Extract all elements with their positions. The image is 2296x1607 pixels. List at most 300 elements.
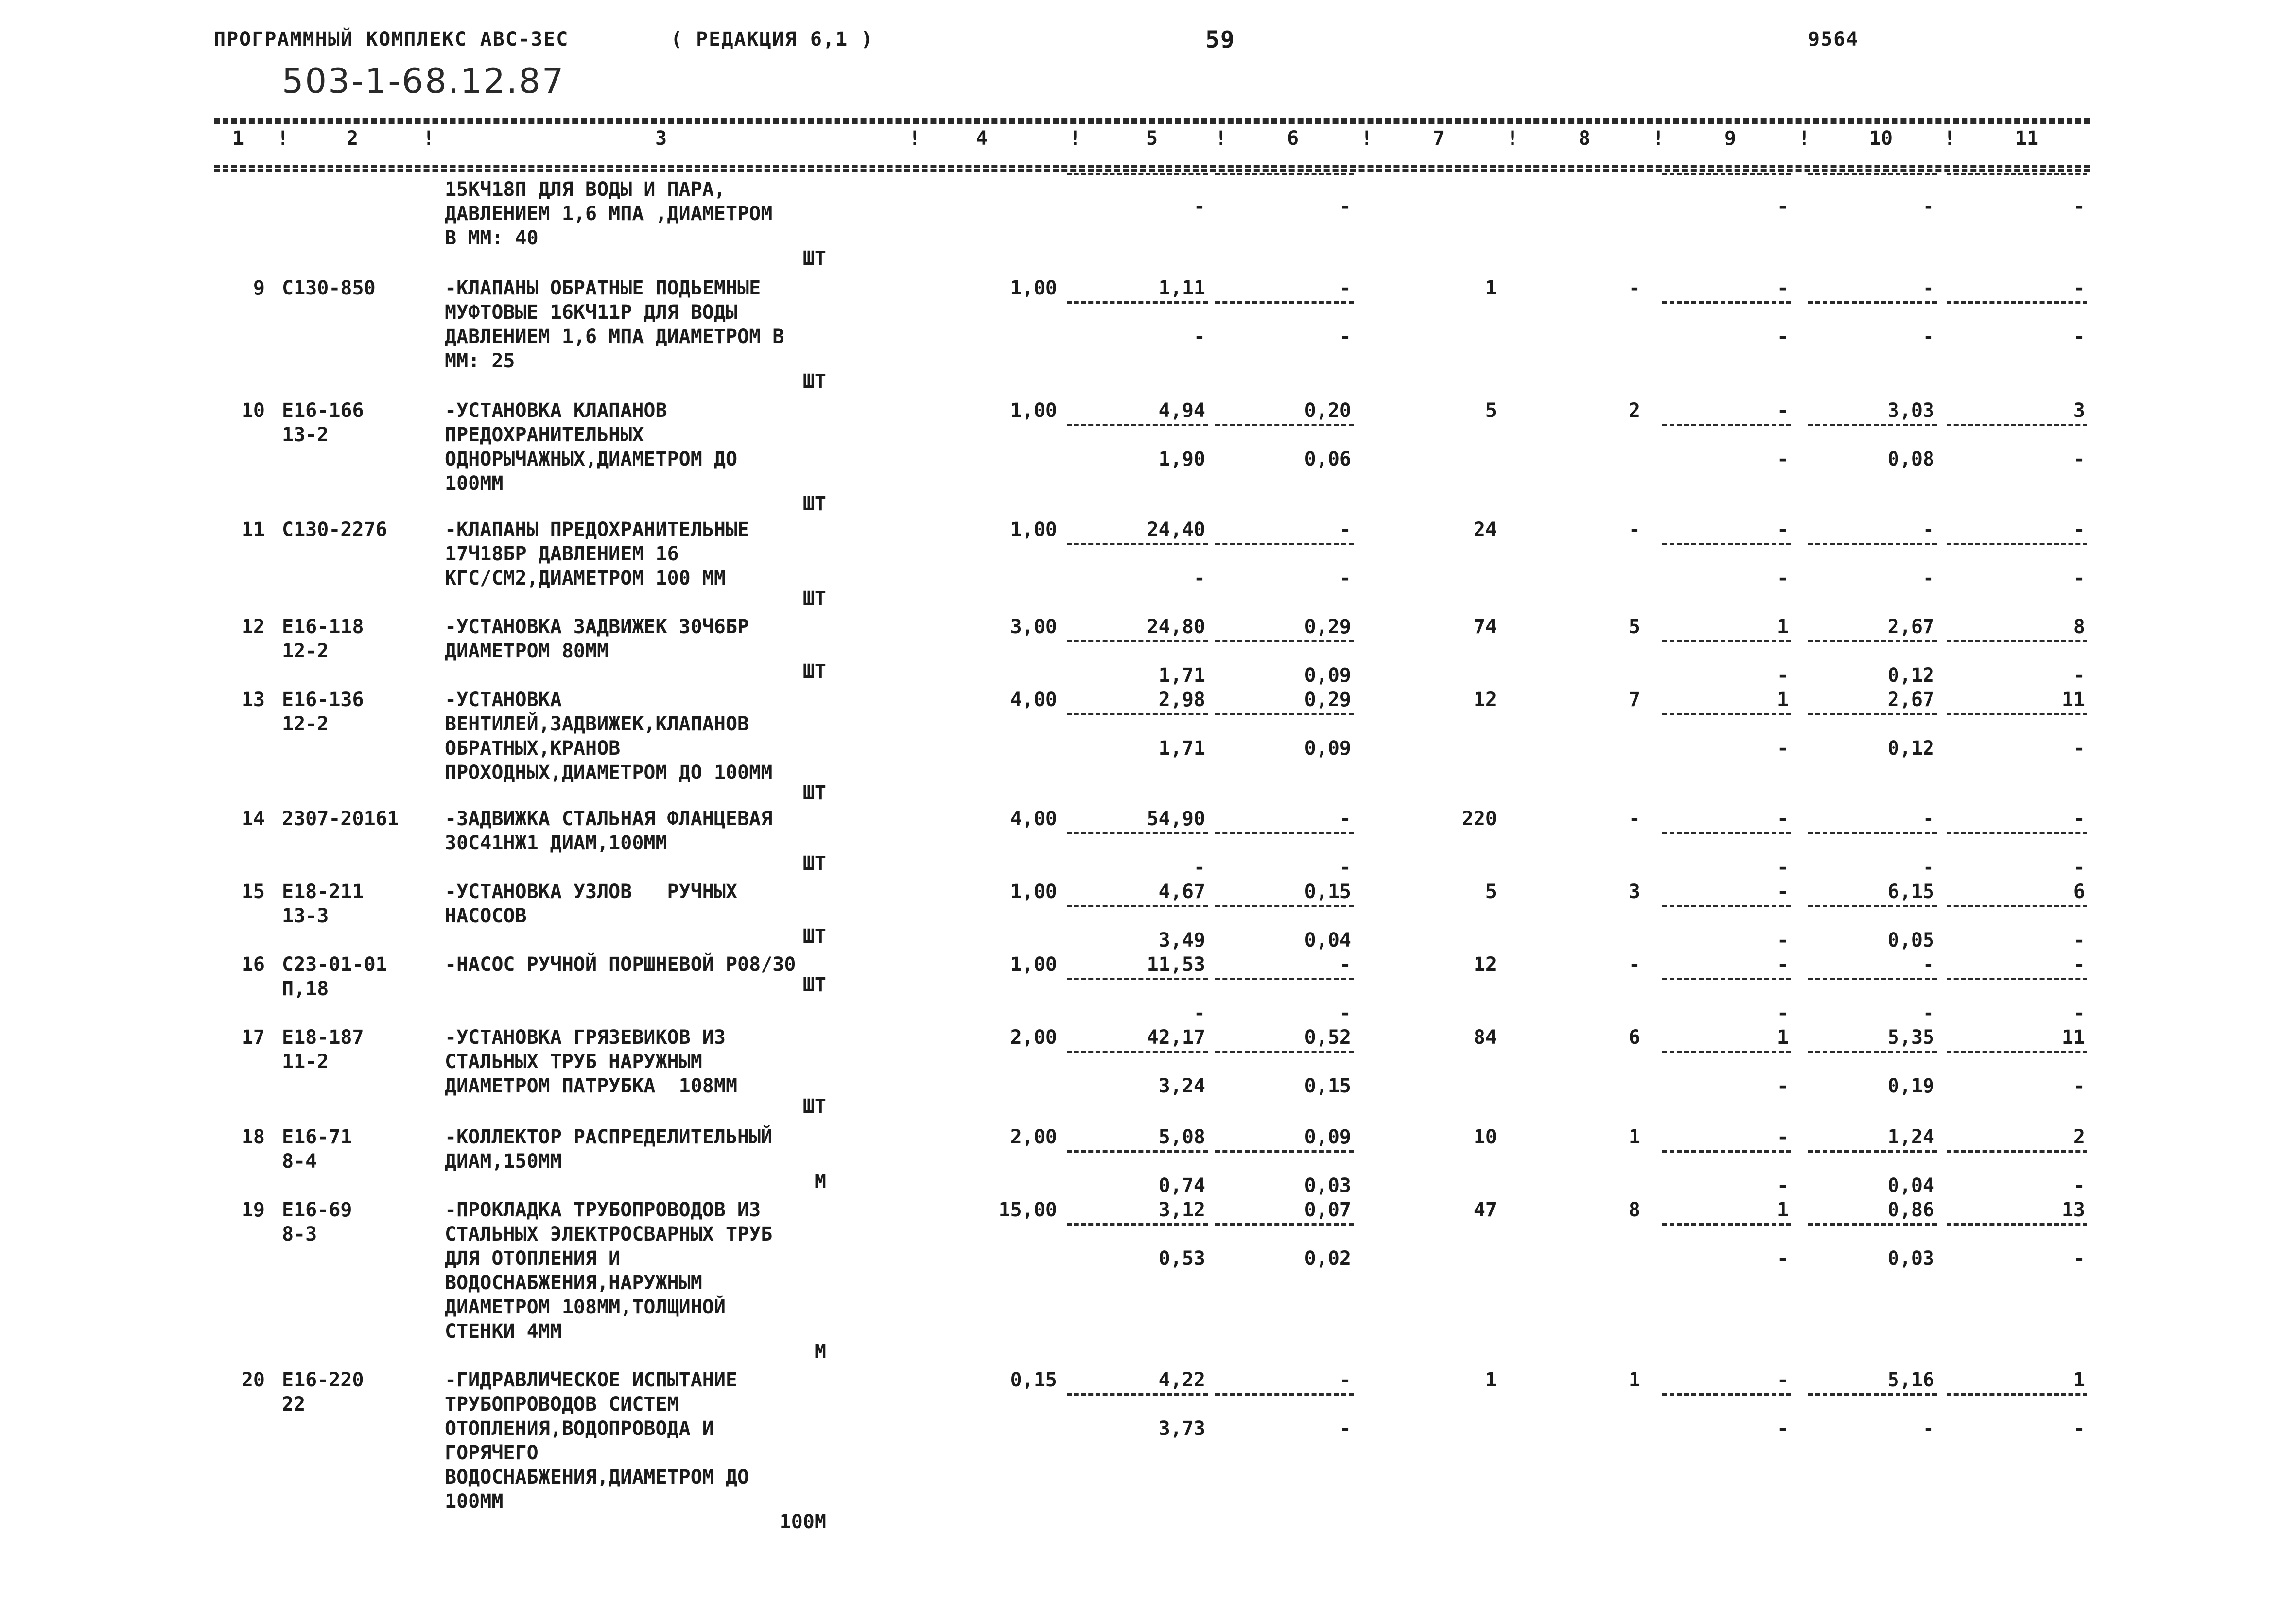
row-code: 12-2 xyxy=(282,640,329,662)
cell-v5: 42,17 xyxy=(1147,1026,1205,1049)
value-divider xyxy=(1662,301,1791,304)
value-divider xyxy=(1215,173,1354,175)
cell-v7: 1 xyxy=(1485,277,1497,299)
value-divider xyxy=(1947,1150,2087,1153)
value-divider xyxy=(1215,978,1354,980)
cell-qty: 0,15 xyxy=(1010,1369,1057,1391)
row-unit: ШТ xyxy=(802,925,826,948)
value-divider xyxy=(1215,1393,1354,1396)
cell-v9b: - xyxy=(1776,1247,1789,1270)
cell-v7: 24 xyxy=(1473,518,1497,541)
value-divider xyxy=(1067,832,1208,834)
row-description-line: ВЕНТИЛЕЙ,ЗАДВИЖЕК,КЛАПАНОВ xyxy=(445,713,749,735)
cell-v6: - xyxy=(1339,518,1351,541)
column-separator: ! xyxy=(423,127,435,150)
cell-v9: - xyxy=(1776,399,1789,422)
cell-qty: 15,00 xyxy=(998,1199,1057,1221)
cell-v10b: - xyxy=(1922,856,1934,879)
cell-v11: 1 xyxy=(2073,1369,2085,1391)
cell-v5b: 0,53 xyxy=(1158,1247,1205,1270)
cell-qty: 4,00 xyxy=(1010,808,1057,830)
column-separator: ! xyxy=(277,127,289,150)
cell-v10b: - xyxy=(1922,1002,1934,1024)
cell-v8: - xyxy=(1628,953,1640,976)
row-code: Е16-220 xyxy=(282,1369,364,1391)
row-description-line: ПРЕДОХРАНИТЕЛЬНЫХ xyxy=(445,424,644,446)
column-header-3: 3 xyxy=(655,127,667,150)
cell-v11b: - xyxy=(2073,1002,2085,1024)
value-divider xyxy=(1662,173,1791,175)
column-separator: ! xyxy=(1361,127,1373,150)
value-divider xyxy=(1808,1223,1937,1226)
cell-v8: 8 xyxy=(1628,1199,1640,1221)
row-unit: 100М xyxy=(779,1511,826,1533)
row-code: 12-2 xyxy=(282,713,329,735)
cell-v8: - xyxy=(1628,277,1640,299)
row-code: Е16-69 xyxy=(282,1199,352,1221)
cell-v6b: - xyxy=(1339,326,1351,348)
row-code: 8-3 xyxy=(282,1223,317,1245)
row-code: С130-850 xyxy=(282,277,376,299)
value-divider xyxy=(1215,543,1354,545)
cell-v11b: - xyxy=(2073,1417,2085,1440)
value-divider xyxy=(1808,978,1937,980)
cell-v5b: 3,49 xyxy=(1158,929,1205,951)
row-unit: ШТ xyxy=(802,370,826,393)
row-description-line: ВОДОСНАБЖЕНИЯ,ДИАМЕТРОМ ДО xyxy=(445,1466,749,1488)
cell-v5: 3,12 xyxy=(1158,1199,1205,1221)
row-unit: ШТ xyxy=(802,247,826,270)
cell-v6b: - xyxy=(1339,195,1351,218)
value-divider xyxy=(1067,424,1208,426)
value-divider xyxy=(1067,1223,1208,1226)
cell-v9: - xyxy=(1776,808,1789,830)
row-number: 11 xyxy=(241,518,265,541)
row-number: 15 xyxy=(241,881,265,903)
column-header-1: 1 xyxy=(232,127,244,150)
value-divider xyxy=(1808,173,1937,175)
row-description-line: ДАВЛЕНИЕМ 1,6 МПА ,ДИАМЕТРОМ xyxy=(445,203,773,225)
cell-v10b: - xyxy=(1922,1417,1934,1440)
cell-v6: - xyxy=(1339,1369,1351,1391)
cell-v9b: - xyxy=(1776,664,1789,687)
cell-v9b: - xyxy=(1776,1002,1789,1024)
cell-v11b: - xyxy=(2073,1247,2085,1270)
row-description-line: СТАЛЬНЫХ ТРУБ НАРУЖНЫМ xyxy=(445,1051,702,1073)
column-header-9: 9 xyxy=(1724,127,1737,150)
cell-v10b: 0,05 xyxy=(1887,929,1934,951)
cell-v7: 1 xyxy=(1485,1369,1497,1391)
row-description-line: ДЛЯ ОТОПЛЕНИЯ И xyxy=(445,1247,621,1270)
value-divider xyxy=(1808,713,1937,715)
row-description-line: МУФТОВЫЕ 16КЧ11Р ДЛЯ ВОДЫ xyxy=(445,301,738,324)
row-description-line: -УСТАНОВКА КЛАПАНОВ xyxy=(445,399,667,422)
cell-v10: 1,24 xyxy=(1887,1126,1934,1148)
cell-v11: 8 xyxy=(2073,616,2085,638)
value-divider xyxy=(1808,424,1937,426)
cell-v11: 6 xyxy=(2073,881,2085,903)
column-separator: ! xyxy=(1507,127,1519,150)
row-code: Е16-166 xyxy=(282,399,364,422)
row-description-line: ДИАМЕТРОМ 108ММ,ТОЛЩИНОЙ xyxy=(445,1296,726,1318)
cell-v11: - xyxy=(2073,953,2085,976)
row-description-line: ДИАМЕТРОМ 80ММ xyxy=(445,640,609,662)
value-divider xyxy=(1215,301,1354,304)
value-divider xyxy=(1808,905,1937,907)
column-header-4: 4 xyxy=(975,127,988,150)
value-divider xyxy=(1067,1051,1208,1053)
cell-v11: 11 xyxy=(2061,689,2085,711)
row-description-line: -КОЛЛЕКТОР РАСПРЕДЕЛИТЕЛЬНЫЙ xyxy=(445,1126,773,1148)
cell-v10b: 0,19 xyxy=(1887,1075,1934,1097)
row-description-line: -УСТАНОВКА ЗАДВИЖЕК 30Ч6БР xyxy=(445,616,749,638)
column-separator: ! xyxy=(1069,127,1081,150)
row-description-line: СТАЛЬНЫХ ЭЛЕКТРОСВАРНЫХ ТРУБ xyxy=(445,1223,773,1245)
value-divider xyxy=(1662,424,1791,426)
cell-qty: 3,00 xyxy=(1010,616,1057,638)
cell-v9: - xyxy=(1776,1369,1789,1391)
cell-v11: - xyxy=(2073,277,2085,299)
value-divider xyxy=(1947,543,2087,545)
cell-v11b: - xyxy=(2073,448,2085,470)
cell-v10b: - xyxy=(1922,567,1934,589)
cell-v6b: 0,15 xyxy=(1304,1075,1351,1097)
value-divider xyxy=(1947,301,2087,304)
row-description-line: -УСТАНОВКА ГРЯЗЕВИКОВ ИЗ xyxy=(445,1026,726,1049)
value-divider xyxy=(1947,713,2087,715)
value-divider xyxy=(1067,905,1208,907)
row-description-line: ПРОХОДНЫХ,ДИАМЕТРОМ ДО 100ММ xyxy=(445,761,773,784)
cell-v9b: - xyxy=(1776,1075,1789,1097)
header-rule-2 xyxy=(214,169,2090,172)
cell-v5: 4,94 xyxy=(1158,399,1205,422)
cell-v5b: - xyxy=(1193,326,1205,348)
cell-qty: 4,00 xyxy=(1010,689,1057,711)
row-code: 8-4 xyxy=(282,1150,317,1173)
cell-v7: 74 xyxy=(1473,616,1497,638)
row-code: 13-3 xyxy=(282,905,329,927)
cell-v10b: 0,12 xyxy=(1887,664,1934,687)
cell-v9: - xyxy=(1776,881,1789,903)
cell-v10: 2,67 xyxy=(1887,616,1934,638)
row-description-line: ОТОПЛЕНИЯ,ВОДОПРОВОДА И xyxy=(445,1417,714,1440)
column-header-11: 11 xyxy=(2015,127,2039,150)
cell-v5b: 1,90 xyxy=(1158,448,1205,470)
cell-v10: 5,16 xyxy=(1887,1369,1934,1391)
cell-v6b: 0,09 xyxy=(1304,664,1351,687)
value-divider xyxy=(1947,832,2087,834)
row-description-line: 15КЧ18П ДЛЯ ВОДЫ И ПАРА, xyxy=(445,178,726,201)
value-divider xyxy=(1808,1051,1937,1053)
row-description-line: 100ММ xyxy=(445,1490,504,1513)
column-header-6: 6 xyxy=(1287,127,1299,150)
value-divider xyxy=(1808,1150,1937,1153)
value-divider xyxy=(1215,1223,1354,1226)
cell-v6: 0,20 xyxy=(1304,399,1351,422)
row-description-line: ТРУБОПРОВОДОВ СИСТЕМ xyxy=(445,1393,679,1416)
column-header-8: 8 xyxy=(1578,127,1591,150)
row-number: 14 xyxy=(241,808,265,830)
cell-v5: 2,98 xyxy=(1158,689,1205,711)
value-divider xyxy=(1067,640,1208,642)
row-description-line: 17Ч18БР ДАВЛЕНИЕМ 16 xyxy=(445,543,679,565)
cell-v8: 6 xyxy=(1628,1026,1640,1049)
value-divider xyxy=(1662,640,1791,642)
cell-v9b: - xyxy=(1776,326,1789,348)
cell-v8: 2 xyxy=(1628,399,1640,422)
cell-v8: - xyxy=(1628,518,1640,541)
value-divider xyxy=(1067,713,1208,715)
cell-v10b: 0,08 xyxy=(1887,448,1934,470)
value-divider xyxy=(1808,640,1937,642)
cell-v7: 84 xyxy=(1473,1026,1497,1049)
cell-v11: - xyxy=(2073,518,2085,541)
row-description-line: 30С41НЖ1 ДИАМ,100ММ xyxy=(445,832,667,854)
cell-v8: 1 xyxy=(1628,1369,1640,1391)
cell-v5b: 1,71 xyxy=(1158,737,1205,760)
row-unit: ШТ xyxy=(802,1095,826,1118)
row-description-line: В ММ: 40 xyxy=(445,227,539,249)
cell-v7: 5 xyxy=(1485,399,1497,422)
cell-v10: - xyxy=(1922,953,1934,976)
value-divider xyxy=(1947,978,2087,980)
cell-v6: - xyxy=(1339,808,1351,830)
cell-v10b: - xyxy=(1922,326,1934,348)
cell-qty: 1,00 xyxy=(1010,518,1057,541)
cell-v11: 13 xyxy=(2061,1199,2085,1221)
row-code: 11-2 xyxy=(282,1051,329,1073)
row-code: С130-2276 xyxy=(282,518,387,541)
cell-v10b: 0,12 xyxy=(1887,737,1934,760)
cell-v10b: 0,04 xyxy=(1887,1175,1934,1197)
cell-v5: 24,80 xyxy=(1147,616,1205,638)
cell-v7: 12 xyxy=(1473,953,1497,976)
value-divider xyxy=(1215,1051,1354,1053)
value-divider xyxy=(1662,1393,1791,1396)
row-description-line: 100ММ xyxy=(445,472,504,495)
cell-qty: 1,00 xyxy=(1010,399,1057,422)
cell-v6: 0,09 xyxy=(1304,1126,1351,1148)
cell-v10: 2,67 xyxy=(1887,689,1934,711)
cell-v5b: - xyxy=(1193,567,1205,589)
cell-v11: 3 xyxy=(2073,399,2085,422)
row-description-line: СТЕНКИ 4ММ xyxy=(445,1320,562,1343)
cell-v6b: 0,02 xyxy=(1304,1247,1351,1270)
row-description-line: ММ: 25 xyxy=(445,350,515,372)
cell-v11b: - xyxy=(2073,195,2085,218)
cell-v11b: - xyxy=(2073,1175,2085,1197)
row-unit: ШТ xyxy=(802,493,826,515)
row-code: Е18-211 xyxy=(282,881,364,903)
row-code: Е16-136 xyxy=(282,689,364,711)
row-unit: ШТ xyxy=(802,660,826,683)
value-divider xyxy=(1067,1393,1208,1396)
value-divider xyxy=(1067,173,1208,175)
cell-qty: 1,00 xyxy=(1010,881,1057,903)
cell-v6b: 0,03 xyxy=(1304,1175,1351,1197)
row-description-line: -ЗАДВИЖКА СТАЛЬНАЯ ФЛАНЦЕВАЯ xyxy=(445,808,773,830)
row-description-line: -КЛАПАНЫ ПРЕДОХРАНИТЕЛЬНЫЕ xyxy=(445,518,749,541)
cell-v6: - xyxy=(1339,953,1351,976)
value-divider xyxy=(1947,1223,2087,1226)
value-divider xyxy=(1947,640,2087,642)
cell-v9: - xyxy=(1776,518,1789,541)
cell-v5b: 3,73 xyxy=(1158,1417,1205,1440)
row-unit: ШТ xyxy=(802,782,826,804)
cell-v10: 0,86 xyxy=(1887,1199,1934,1221)
column-header-10: 10 xyxy=(1869,127,1893,150)
row-description-line: ВОДОСНАБЖЕНИЯ,НАРУЖНЫМ xyxy=(445,1272,702,1294)
cell-qty: 2,00 xyxy=(1010,1026,1057,1049)
cell-v9b: - xyxy=(1776,929,1789,951)
cell-v10: 5,35 xyxy=(1887,1026,1934,1049)
cell-v9b: - xyxy=(1776,195,1789,218)
program-title: ПРОГРАММНЫЙ КОМПЛЕКС АВС-3ЕС xyxy=(214,28,569,51)
row-code: 13-2 xyxy=(282,424,329,446)
cell-v10: - xyxy=(1922,277,1934,299)
cell-v9: - xyxy=(1776,277,1789,299)
row-code: 2307-20161 xyxy=(282,808,399,830)
row-number: 13 xyxy=(241,689,265,711)
column-separator: ! xyxy=(1215,127,1227,150)
cell-v9: 1 xyxy=(1776,616,1789,638)
value-divider xyxy=(1067,543,1208,545)
cell-v5: 1,11 xyxy=(1158,277,1205,299)
header-rule-1 xyxy=(214,165,2090,168)
column-separator: ! xyxy=(1652,127,1665,150)
cell-v9b: - xyxy=(1776,856,1789,879)
cell-v9: 1 xyxy=(1776,689,1789,711)
row-description-line: ДАВЛЕНИЕМ 1,6 МПА ДИАМЕТРОМ В xyxy=(445,326,784,348)
cell-v6b: - xyxy=(1339,1417,1351,1440)
cell-v11b: - xyxy=(2073,856,2085,879)
cell-v5: 4,22 xyxy=(1158,1369,1205,1391)
cell-v8: 5 xyxy=(1628,616,1640,638)
value-divider xyxy=(1215,713,1354,715)
cell-v5b: - xyxy=(1193,1002,1205,1024)
cell-v9b: - xyxy=(1776,737,1789,760)
row-code: Е16-71 xyxy=(282,1126,352,1148)
row-number: 18 xyxy=(241,1126,265,1148)
cell-v6b: 0,09 xyxy=(1304,737,1351,760)
column-header-5: 5 xyxy=(1146,127,1158,150)
cell-v10: - xyxy=(1922,808,1934,830)
value-divider xyxy=(1947,173,2087,175)
value-divider xyxy=(1215,1150,1354,1153)
cell-v7: 5 xyxy=(1485,881,1497,903)
top-rule-2 xyxy=(214,121,2090,124)
cell-v9b: - xyxy=(1776,448,1789,470)
row-unit: ШТ xyxy=(802,974,826,996)
row-description-line: -НАСОС РУЧНОЙ ПОРШНЕВОЙ Р08/30 xyxy=(445,953,796,976)
row-description-line: ДИАМЕТРОМ ПАТРУБКА 108ММ xyxy=(445,1075,738,1097)
cell-v8: - xyxy=(1628,808,1640,830)
cell-v5: 11,53 xyxy=(1147,953,1205,976)
cell-v6b: 0,04 xyxy=(1304,929,1351,951)
value-divider xyxy=(1662,543,1791,545)
row-number: 19 xyxy=(241,1199,265,1221)
cell-v8: 3 xyxy=(1628,881,1640,903)
cell-v9b: - xyxy=(1776,1417,1789,1440)
cell-v7: 47 xyxy=(1473,1199,1497,1221)
row-unit: ШТ xyxy=(802,588,826,610)
cell-v5b: 1,71 xyxy=(1158,664,1205,687)
row-description-line: -УСТАНОВКА УЗЛОВ РУЧНЫХ xyxy=(445,881,738,903)
value-divider xyxy=(1662,978,1791,980)
cell-v5: 5,08 xyxy=(1158,1126,1205,1148)
cell-v9: 1 xyxy=(1776,1026,1789,1049)
row-description-line: -КЛАПАНЫ ОБРАТНЫЕ ПОДЬЕМНЫЕ xyxy=(445,277,761,299)
row-description-line: ДИАМ,150ММ xyxy=(445,1150,562,1173)
value-divider xyxy=(1808,1393,1937,1396)
value-divider xyxy=(1215,640,1354,642)
row-description-line: КГС/СМ2,ДИАМЕТРОМ 100 ММ xyxy=(445,567,726,589)
cell-v10b: - xyxy=(1922,195,1934,218)
cell-v6: 0,52 xyxy=(1304,1026,1351,1049)
column-header-2: 2 xyxy=(346,127,359,150)
cell-v11b: - xyxy=(2073,929,2085,951)
column-separator: ! xyxy=(909,127,921,150)
value-divider xyxy=(1067,301,1208,304)
cell-v5: 54,90 xyxy=(1147,808,1205,830)
cell-v11b: - xyxy=(2073,737,2085,760)
cell-v6b: 0,06 xyxy=(1304,448,1351,470)
cell-v5b: 0,74 xyxy=(1158,1175,1205,1197)
cell-v10: 3,03 xyxy=(1887,399,1934,422)
cell-v5: 24,40 xyxy=(1147,518,1205,541)
value-divider xyxy=(1067,1150,1208,1153)
cell-v11: - xyxy=(2073,808,2085,830)
column-separator: ! xyxy=(1798,127,1810,150)
row-description-line: -УСТАНОВКА xyxy=(445,689,562,711)
edition-label: ( РЕДАКЦИЯ 6,1 ) xyxy=(671,28,874,51)
value-divider xyxy=(1947,1051,2087,1053)
row-description-line: ОДНОРЫЧАЖНЫХ,ДИАМЕТРОМ ДО xyxy=(445,448,738,470)
value-divider xyxy=(1808,543,1937,545)
value-divider xyxy=(1947,905,2087,907)
cell-v9: 1 xyxy=(1776,1199,1789,1221)
cell-v9: - xyxy=(1776,953,1789,976)
row-number: 9 xyxy=(253,277,265,299)
cell-v6: 0,07 xyxy=(1304,1199,1351,1221)
value-divider xyxy=(1215,424,1354,426)
column-separator: ! xyxy=(1944,127,1956,150)
row-unit: ШТ xyxy=(802,852,826,875)
cell-qty: 1,00 xyxy=(1010,953,1057,976)
cell-v10: 6,15 xyxy=(1887,881,1934,903)
row-unit: М xyxy=(814,1171,826,1193)
top-rule-1 xyxy=(214,118,2090,121)
row-description-line: ГОРЯЧЕГО xyxy=(445,1442,539,1464)
row-code: П,18 xyxy=(282,978,329,1000)
value-divider xyxy=(1662,905,1791,907)
row-unit: М xyxy=(814,1341,826,1363)
row-code: С23-01-01 xyxy=(282,953,387,976)
cell-v9b: - xyxy=(1776,1175,1789,1197)
value-divider xyxy=(1662,1223,1791,1226)
cell-v11b: - xyxy=(2073,664,2085,687)
value-divider xyxy=(1067,978,1208,980)
row-number: 10 xyxy=(241,399,265,422)
cell-v10: - xyxy=(1922,518,1934,541)
cell-v6: 0,15 xyxy=(1304,881,1351,903)
cell-v6: - xyxy=(1339,277,1351,299)
cell-v11b: - xyxy=(2073,326,2085,348)
row-number: 17 xyxy=(241,1026,265,1049)
cell-v7: 220 xyxy=(1461,808,1497,830)
cell-qty: 2,00 xyxy=(1010,1126,1057,1148)
cell-v6: 0,29 xyxy=(1304,616,1351,638)
